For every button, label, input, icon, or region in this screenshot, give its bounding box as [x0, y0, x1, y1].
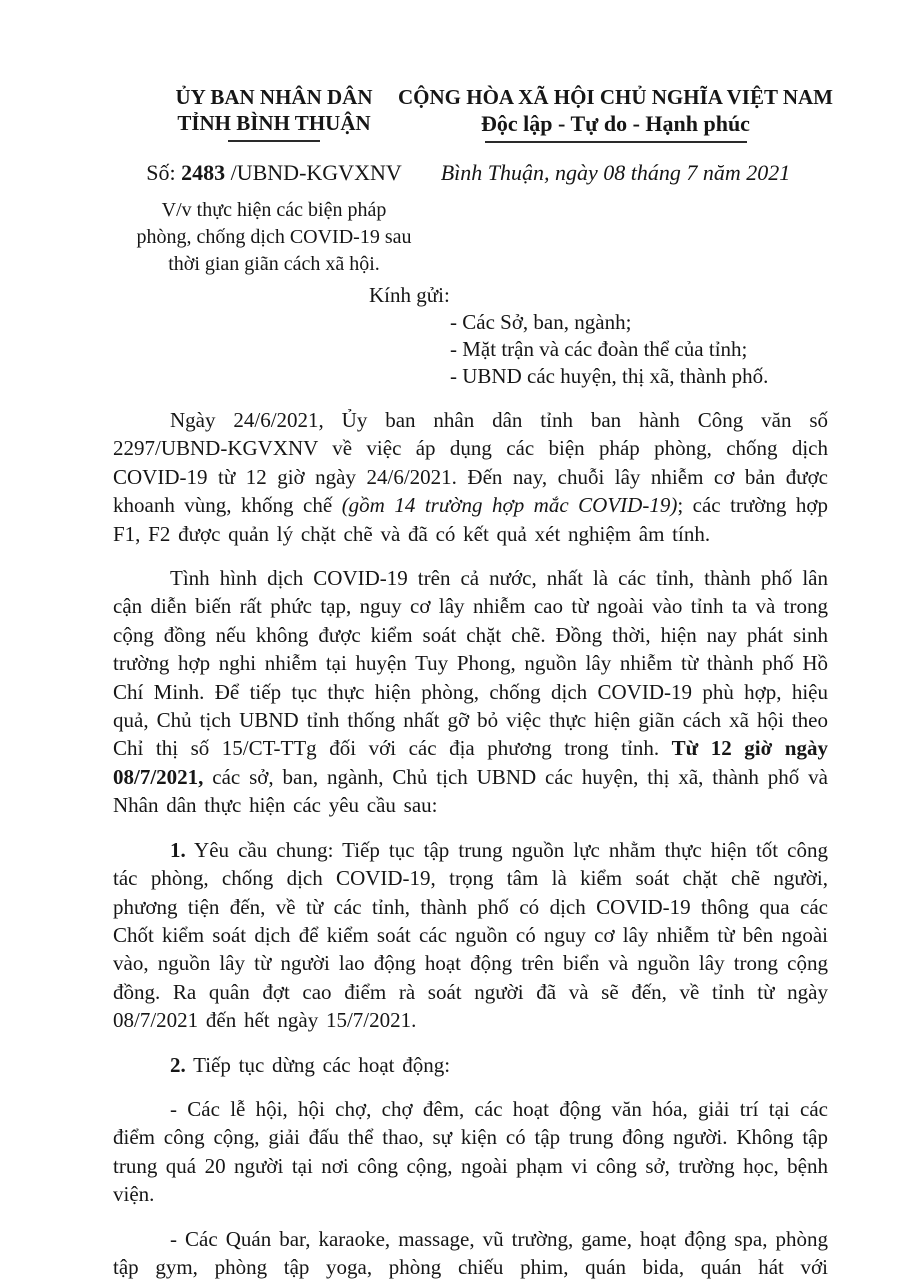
subject-line: V/v thực hiện các biện pháp — [161, 199, 387, 221]
national-block — [397, 84, 834, 143]
subject-line: phòng, chống dịch COVID-19 sau — [136, 226, 412, 248]
place-date: Bình Thuận, ngày 08 tháng 7 năm 2021 — [440, 160, 791, 185]
document-number-label: Số: — [146, 160, 176, 185]
national-motto-line1: CỘNG HÒA XÃ HỘI CHỦ NGHĨA VIỆT NAM — [397, 85, 834, 109]
document-body — [113, 406, 828, 1280]
paragraph: - Các Quán bar, karaoke, massage, vũ trường, game, hoạt động spa, phòng tập gym, phòng tập yoga, phòng chiếu phim, quán bida, quán hát với — [113, 1226, 828, 1279]
issuer-name-line1: ỦY BAN NHÂN DÂN — [175, 85, 373, 109]
salutation: Kính gửi: — [369, 283, 450, 307]
place-date-block — [403, 159, 828, 187]
recipient-item: - Các Sở, ban, ngành; — [450, 310, 632, 334]
document-subject — [113, 197, 435, 278]
paragraph: - Các lễ hội, hội chợ, chợ đêm, các hoạt động văn hóa, giải trí tại các điểm công cộng, giải đấu thể thao, sự kiện có tập trung đông người. Không tập trung quá 20 người tại nơi công cộng, ngoài phạm vi công sở, trường học, bệnh viện. — [113, 1096, 828, 1207]
recipient-item: - Mặt trận và các đoàn thể của tỉnh; — [450, 337, 748, 361]
national-motto-line2: Độc lập - Tự do - Hạnh phúc — [481, 111, 750, 136]
issuer-block — [113, 84, 435, 143]
paragraph: 2. Tiếp tục dừng các hoạt động: — [170, 1052, 451, 1077]
reference-row — [113, 159, 828, 187]
document-header — [113, 84, 834, 143]
document-number-value: 2483 — [181, 160, 226, 185]
subject-line: thời gian giãn cách xã hội. — [168, 253, 380, 275]
recipient-item: - UBND các huyện, thị xã, thành phố. — [450, 364, 769, 388]
document-number-suffix: /UBND-KGVXNV — [230, 160, 402, 185]
recipient-list — [450, 309, 828, 390]
document-number — [113, 159, 435, 187]
paragraph: 1. Yêu cầu chung: Tiếp tục tập trung nguồn lực nhằm thực hiện tốt công tác phòng, chống dịch COVID-19, trọng tâm là kiểm soát chặt chẽ người, phương tiện đến, về từ các tỉnh, thành phố có dịch COVID-19 thông qua các Chốt kiểm soát dịch để kiểm soát các nguồn có nguy cơ lây nhiễm từ bên ngoài vào, nguồn lây từ người lao động hoạt động trên biển và nguồn lây trong cộng đồng. Ra quân đợt cao điểm rà soát người đã và sẽ đến, về tỉnh từ ngày 08/7/2021 đến hết ngày 15/7/2021. — [113, 837, 828, 1033]
issuer-underline — [228, 140, 320, 142]
motto-underline — [485, 141, 747, 143]
paragraph: Ngày 24/6/2021, Ủy ban nhân dân tỉnh ban hành Công văn số 2297/UBND-KGVXNV về việc áp dụng các biện pháp phòng, chống dịch COVID-19 từ 12 giờ ngày 24/6/2021. Đến nay, chuỗi lây nhiễm cơ bản được khoanh vùng, khống chế (gồm 14 trường hợp mắc COVID-19); các trường hợp F1, F2 được quản lý chặt chẽ và đã có kết quả xét nghiệm âm tính. — [113, 408, 829, 546]
document-number-line — [146, 159, 401, 187]
issuer-name-line2: TỈNH BÌNH THUẬN — [177, 111, 371, 135]
paragraph: Tình hình dịch COVID-19 trên cả nước, nhất là các tỉnh, thành phố lân cận diễn biến rất phức tạp, nguy cơ lây nhiễm cao từ ngoài vào tỉnh ta và trong cộng đồng nếu không được kiểm soát chặt chẽ. Đồng thời, hiện nay phát sinh trường hợp nghi nhiễm tại huyện Tuy Phong, nguồn lây nhiễm từ thành phố Hồ Chí Minh. Để tiếp tục thực hiện phòng, chống dịch COVID-19 phù hợp, hiệu quả, Chủ tịch UBND tỉnh thống nhất gỡ bỏ việc thực hiện giãn cách xã hội theo Chỉ thị số 15/CT-TTg đối với các địa phương trong tỉnh. Từ 12 giờ ngày 08/7/2021, các sở, ban, ngành, Chủ tịch UBND các huyện, thị xã, thành phố và Nhân dân thực hiện các yêu cầu sau: — [113, 566, 828, 818]
